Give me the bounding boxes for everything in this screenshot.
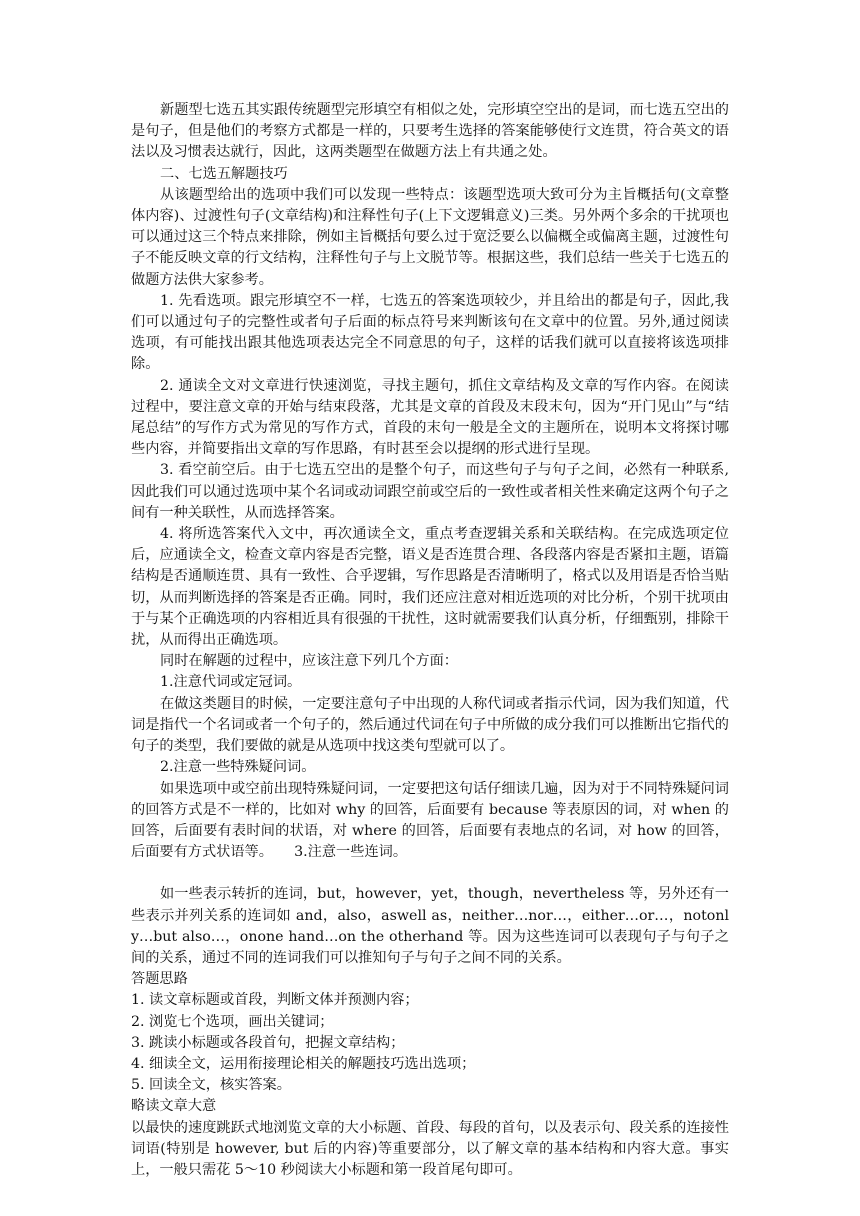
note-1-heading: 1.注意代词或定冠词。 xyxy=(160,674,302,691)
document-page xyxy=(131,100,729,1181)
overview-paragraph: 从该题型给出的选项中我们可以发现一些特点：该题型选项大致可分为主旨概括句(文章整体内容)、过渡性句子(文章结构)和注释性句子(上下文逻辑意义)三类。另外两个多余的干扰项也可以通过这三个特点来排除，例如主旨概括句要么过于宽泛要么以偏概全或偏离主题，过渡性句子不能反映文章的行文结构，注释性句子与上文脱节等。根据这些，我们总结一些关于七选五的做题方法供大家参考。 xyxy=(131,186,729,288)
step-3: 3. 跳读小标题或各段首句，把握文章结构； xyxy=(131,1034,405,1051)
note-2-heading: 2.注意一些特殊疑问词。 xyxy=(160,759,316,776)
tip-1-paragraph: 1. 先看选项。跟完形填空不一样，七选五的答案选项较少，并且给出的都是句子，因此,我们可以通过句子的完整性或者句子后面的标点符号来判断该句在文章中的位置。另外,通过阅读选项，有可能找出跟其他选项表达完全不同意思的句子，这样的话我们就可以直接将该选项排除。 xyxy=(131,292,729,373)
notes-intro-paragraph: 同时在解题的过程中，应该注意下列几个方面： xyxy=(160,653,458,670)
answer-approach-heading: 答题思路 xyxy=(131,971,188,988)
blank-line xyxy=(131,863,729,884)
section-heading: 二、七选五解题技巧 xyxy=(160,165,288,182)
intro-paragraph: 新题型七选五其实跟传统题型完形填空有相似之处，完形填空空出的是词，而七选五空出的是句子，但是他们的考察方式都是一样的，只要考生选择的答案能够使行文连贯，符合英文的语法以及习惯表达就行，因此，这两类题型在做题方法上有共通之处。 xyxy=(131,102,729,161)
note-3-paragraph: 如一些表示转折的连词，but，however，yet，though，nevertheless 等，另外还有一些表示并列关系的连词如 and，also，aswell as，neither…nor…，either…or…，notonly…but also…，onone hand…on the otherhand 等。因为这些连词可以表现句子与句子之间的关系，通过不同的连词我们可以推知句子与句子之间不同的关系。 xyxy=(131,886,729,966)
note-1-paragraph: 在做这类题目的时候，一定要注意句子中出现的人称代词或者指示代词，因为我们知道，代词是指代一个名词或者一个句子的，然后通过代词在句子中所做的成分我们可以推断出它指代的句子的类型，我们要做的就是从选项中找这类句型就可以了。 xyxy=(131,695,729,755)
step-1: 1. 读文章标题或首段，判断文体并预测内容； xyxy=(131,992,419,1009)
step-2: 2. 浏览七个选项，画出关键词； xyxy=(131,1013,334,1030)
tip-3-paragraph: 3. 看空前空后。由于七选五空出的是整个句子，而这些句子与句子之间，必然有一种联系,因此我们可以通过选项中某个名词或动词跟空前或空后的一致性或者相关性来确定这两个句子之间有一种关联性，从而选择答案。 xyxy=(131,462,729,521)
step-4: 4. 细读全文，运用衔接理论相关的解题技巧选出选项； xyxy=(131,1055,476,1072)
tip-4-paragraph: 4. 将所选答案代入文中，再次通读全文，重点考查逻辑关系和关联结构。在完成选项定位后，应通读全文，检查文章内容是否完整，语义是否连贯合理、各段落内容是否紧扣主题，语篇结构是否通顺连贯、具有一致性、合乎逻辑，写作思路是否清晰明了，格式以及用语是否恰当贴切，从而判断选择的答案是否正确。同时，我们还应注意对相近选项的对比分析，个别干扰项由于与某个正确选项的内容相近具有很强的干扰性，这时就需要我们认真分析，仔细甄别，排除干扰，从而得出正确选项。 xyxy=(131,526,729,649)
tip-2-paragraph: 2. 通读全文对文章进行快速浏览，寻找主题句，抓住文章结构及文章的写作内容。在阅读过程中，要注意文章的开始与结束段落，尤其是文章的首段及末段末句，因为“开门见山”与“结尾总结”的写作方式为常见的写作方式，首段的末句一般是全文的主题所在，说明本文将探讨哪些内容，并简要指出文章的写作思路，有时甚至会以提纲的形式进行呈现。 xyxy=(131,377,729,458)
step-5: 5. 回读全文，核实答案。 xyxy=(131,1077,291,1094)
note-2-paragraph: 如果选项中或空前出现特殊疑问词，一定要把这句话仔细读几遍，因为对于不同特殊疑问词的回答方式是不一样的，比如对 why 的回答，后面要有 because 等表原因的词，对 when 的回答，后面要有表时间的状语，对 where 的回答，后面要有表地点的名词，对 how 的回答，后面要有方式状语等。 3.注意一些连词。 xyxy=(131,780,729,861)
skim-heading: 略读文章大意 xyxy=(131,1098,217,1115)
skim-paragraph: 以最快的速度跳跃式地浏览文章的大小标题、首段、每段的首句，以及表示句、段关系的连接性词语(特别是 however, but 后的内容)等重要部分，以了解文章的基本结构和内容大意。事实上，一般只需花 5～10 秒阅读大小标题和第一段首尾句即可。 xyxy=(131,1119,729,1178)
